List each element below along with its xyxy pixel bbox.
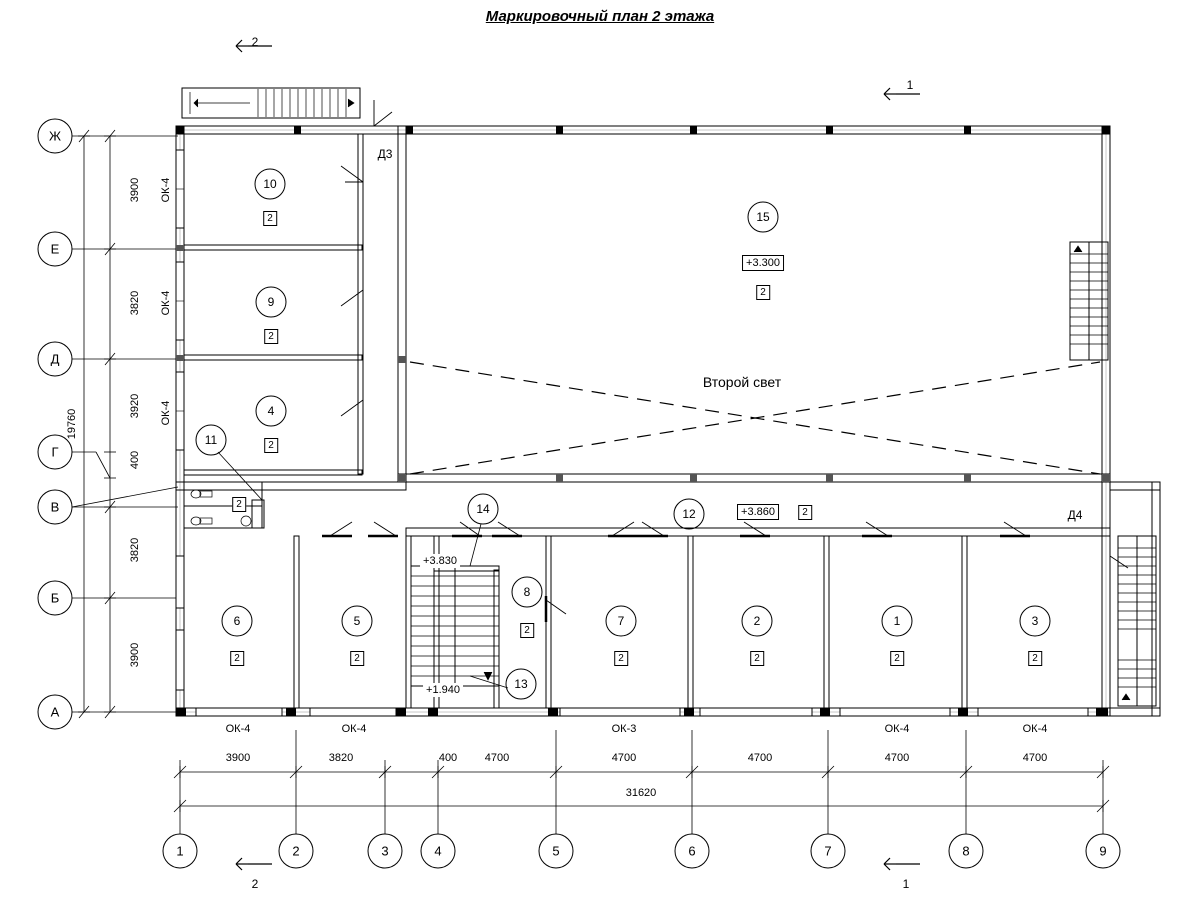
- axis-label-9: 9: [1099, 843, 1107, 859]
- door-label-d3: Д3: [377, 147, 393, 161]
- room-number-8: 8: [523, 585, 531, 599]
- room-number-4: 4: [267, 404, 275, 418]
- axis-label-a: А: [50, 704, 60, 720]
- window-label-left-2: ОК-4: [160, 290, 172, 316]
- axis-label-g: Г: [51, 444, 59, 460]
- section-mark-2-top: 2: [251, 35, 259, 49]
- room-number-15: 15: [756, 210, 770, 224]
- room-number-6: 6: [233, 614, 241, 628]
- dim-vertical-1: 3900: [129, 177, 141, 203]
- room-number-13: 13: [514, 677, 528, 691]
- section-mark-1-bottom: 1: [902, 877, 910, 891]
- window-label-bottom-1: ОК-4: [225, 723, 251, 735]
- room-number-9: 9: [267, 295, 275, 309]
- axis-label-3: 3: [381, 843, 389, 859]
- axis-label-8: 8: [962, 843, 970, 859]
- finish-mark: 2: [1028, 651, 1042, 666]
- finish-mark: 2: [264, 329, 278, 344]
- finish-mark: 2: [890, 651, 904, 666]
- axis-label-d: Д: [50, 351, 60, 367]
- axis-label-v: В: [50, 499, 60, 515]
- dim-horizontal-8: 4700: [1022, 752, 1048, 764]
- dim-horizontal-total: 31620: [625, 787, 657, 799]
- elevation-stair-top: +3.830: [420, 554, 460, 568]
- axis-label-e: Е: [50, 241, 60, 257]
- dim-vertical-2: 3820: [129, 290, 141, 316]
- finish-mark: 2: [614, 651, 628, 666]
- dim-vertical-total: 19760: [66, 408, 78, 440]
- finish-mark: 2: [756, 285, 770, 300]
- dim-vertical-6: 3900: [129, 642, 141, 668]
- dim-horizontal-4: 4700: [484, 752, 510, 764]
- finish-mark: 2: [350, 651, 364, 666]
- finish-mark: 2: [264, 438, 278, 453]
- page-title: Маркировочный план 2 этажа: [485, 8, 715, 25]
- axis-label-1: 1: [176, 843, 184, 859]
- dim-horizontal-5: 4700: [611, 752, 637, 764]
- void-label: Второй свет: [702, 374, 782, 390]
- elevation-stair-bottom: +1.940: [423, 683, 463, 697]
- dim-horizontal-2: 3820: [328, 752, 354, 764]
- room-number-12: 12: [682, 507, 696, 521]
- axis-label-zh: Ж: [48, 128, 62, 144]
- section-mark-1-top: 1: [906, 78, 914, 92]
- axis-label-7: 7: [824, 843, 832, 859]
- axis-label-b: Б: [50, 590, 60, 606]
- dim-horizontal-1: 3900: [225, 752, 251, 764]
- room-number-1: 1: [893, 614, 901, 628]
- axis-label-5: 5: [552, 843, 560, 859]
- window-label-left-3: ОК-4: [160, 400, 172, 426]
- finish-mark: 2: [750, 651, 764, 666]
- room-number-10: 10: [263, 177, 277, 191]
- room-number-3: 3: [1031, 614, 1039, 628]
- room-number-2: 2: [753, 614, 761, 628]
- room-number-5: 5: [353, 614, 361, 628]
- dim-horizontal-7: 4700: [884, 752, 910, 764]
- room-number-14: 14: [476, 502, 490, 516]
- axis-label-2: 2: [292, 843, 300, 859]
- finish-mark: 2: [798, 505, 812, 520]
- room-number-7: 7: [617, 614, 625, 628]
- dim-vertical-3: 3920: [129, 393, 141, 419]
- finish-mark: 2: [230, 651, 244, 666]
- door-label-d4: Д4: [1067, 508, 1083, 522]
- finish-mark: 2: [232, 497, 246, 512]
- elevation-hall: +3.300: [742, 255, 784, 271]
- dim-vertical-4: 400: [129, 450, 141, 470]
- axis-label-6: 6: [688, 843, 696, 859]
- finish-mark: 2: [520, 623, 534, 638]
- window-label-bottom-2: ОК-4: [341, 723, 367, 735]
- dim-horizontal-6: 4700: [747, 752, 773, 764]
- finish-mark: 2: [263, 211, 277, 226]
- axis-label-4: 4: [434, 843, 442, 859]
- dim-vertical-5: 3820: [129, 537, 141, 563]
- dim-horizontal-3: 400: [438, 752, 458, 764]
- room-number-11: 11: [204, 433, 218, 447]
- elevation-corridor: +3.860: [737, 504, 779, 520]
- window-label-left-1: ОК-4: [160, 177, 172, 203]
- window-label-bottom-4: ОК-4: [884, 723, 910, 735]
- section-mark-2-bottom: 2: [251, 877, 259, 891]
- window-label-bottom-5: ОК-4: [1022, 723, 1048, 735]
- window-label-bottom-3: ОК-3: [611, 723, 637, 735]
